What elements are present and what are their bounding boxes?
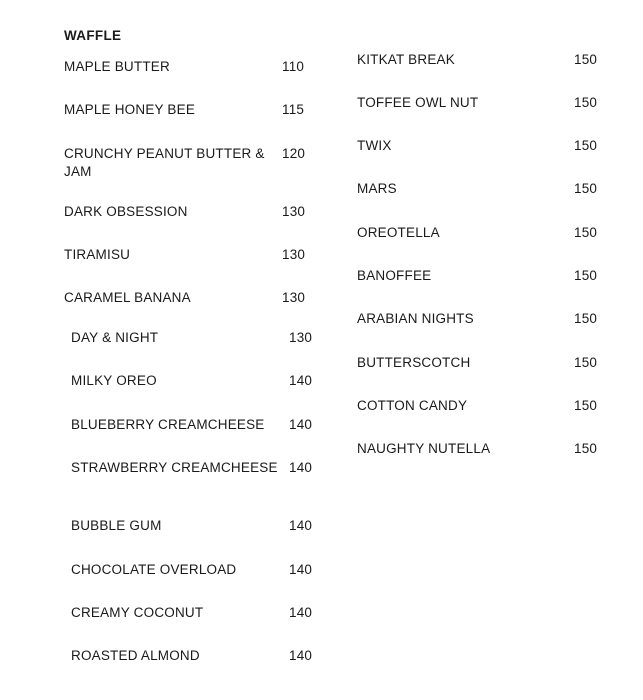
item-name: TIRAMISU: [64, 247, 131, 262]
item-price: 140: [289, 373, 313, 388]
item-name: KITKAT BREAK: [357, 52, 455, 67]
item-price: 150: [574, 138, 598, 153]
item-name: CHOCOLATE OVERLOAD: [71, 562, 237, 577]
item-price: 130: [289, 330, 313, 345]
item-name: BUBBLE GUM: [71, 518, 162, 533]
item-price: 130: [282, 290, 306, 305]
item-price: 130: [282, 247, 306, 262]
item-name: BLUEBERRY CREAMCHEESE: [71, 417, 265, 432]
item-price: 150: [574, 441, 598, 456]
item-price: 140: [289, 605, 313, 620]
item-name: CRUNCHY PEANUT BUTTER & JAM: [64, 146, 265, 179]
item-name: CREAMY COCONUT: [71, 605, 204, 620]
item-name: NAUGHTY NUTELLA: [357, 441, 491, 456]
item-price: 150: [574, 355, 598, 370]
item-price: 140: [289, 648, 313, 663]
item-price: 140: [289, 518, 313, 533]
item-name: TOFFEE OWL NUT: [357, 95, 479, 110]
item-name: ARABIAN NIGHTS: [357, 311, 474, 326]
item-name: DAY & NIGHT: [71, 330, 159, 345]
item-name: TWIX: [357, 138, 392, 153]
item-name: MARS: [357, 181, 397, 196]
item-price: 150: [574, 398, 598, 413]
item-name: MILKY OREO: [71, 373, 157, 388]
item-price: 140: [289, 562, 313, 577]
item-price: 150: [574, 268, 598, 283]
item-price: 130: [282, 204, 306, 219]
item-price: 115: [282, 102, 305, 117]
item-name: BUTTERSCOTCH: [357, 355, 471, 370]
item-name: STRAWBERRY CREAMCHEESE: [71, 460, 278, 475]
item-name: MAPLE HONEY BEE: [64, 102, 196, 117]
item-price: 150: [574, 311, 598, 326]
item-name: OREOTELLA: [357, 225, 440, 240]
item-name: BANOFFEE: [357, 268, 432, 283]
item-price: 150: [574, 95, 598, 110]
item-price: 150: [574, 225, 598, 240]
item-price: 150: [574, 52, 598, 67]
item-name: DARK OBSESSION: [64, 204, 188, 219]
item-name: CARAMEL BANANA: [64, 290, 191, 305]
item-price: 150: [574, 181, 598, 196]
section-title: WAFFLE: [64, 28, 122, 43]
item-price: 120: [282, 146, 306, 161]
item-name: ROASTED ALMOND: [71, 648, 200, 663]
item-name: COTTON CANDY: [357, 398, 468, 413]
item-price: 140: [289, 417, 313, 432]
item-name: MAPLE BUTTER: [64, 59, 170, 74]
item-price: 110: [282, 59, 305, 74]
item-price: 140: [289, 460, 313, 475]
